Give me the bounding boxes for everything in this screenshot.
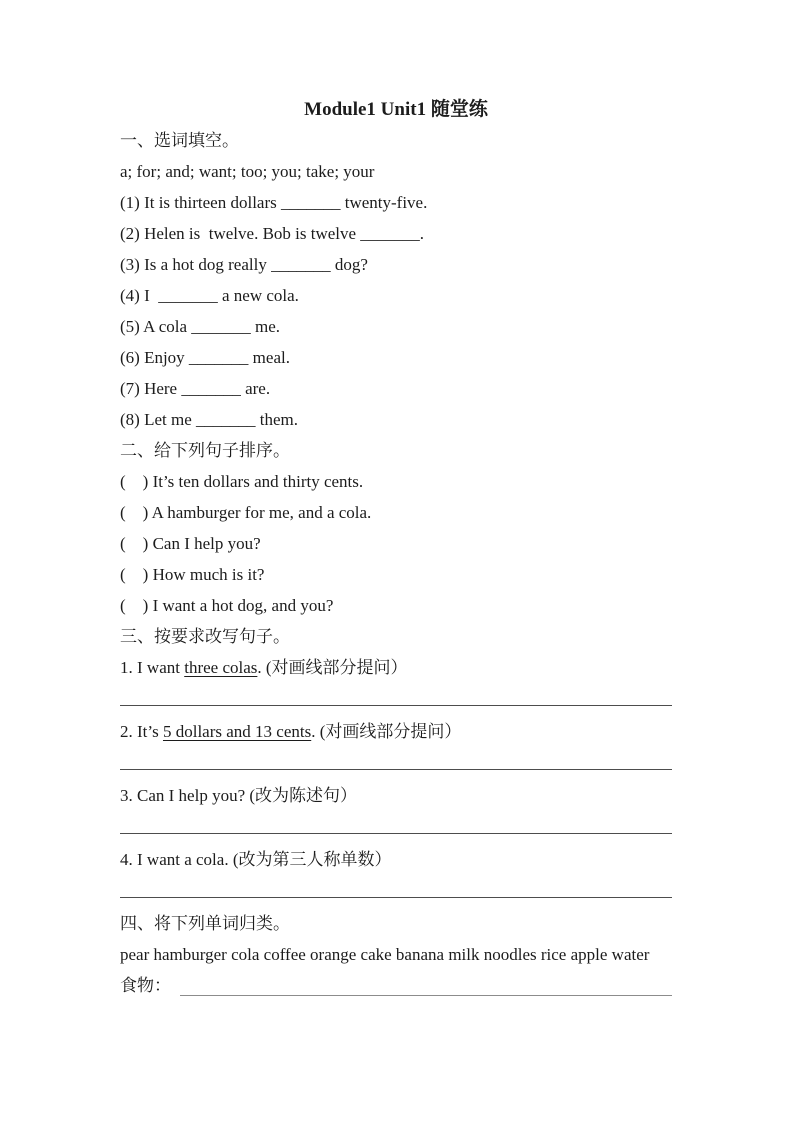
ordering-item-5: ( ) I want a hot dog, and you? bbox=[120, 596, 334, 615]
rewrite-item-1 bbox=[120, 652, 672, 683]
rewrite-item-2-underlined-part: 5 dollars and 13 cents bbox=[162, 722, 312, 741]
section-four-heading: 四、将下列单词归类。 bbox=[120, 914, 290, 933]
rewrite-item-1-suffix: . (对画线部分提问） bbox=[257, 658, 408, 677]
fill-blank-item-6: (6) Enjoy _______ meal. bbox=[120, 348, 290, 367]
worksheet-title: Module1 Unit1 随堂练 bbox=[304, 99, 488, 120]
answer-line-4 bbox=[120, 875, 672, 898]
fill-blank-item-3: (3) Is a hot dog really _______ dog? bbox=[120, 255, 368, 274]
section-three-heading: 三、按要求改写句子。 bbox=[120, 627, 290, 646]
rewrite-item-3-prefix: 3. Can I help you? (改为陈述句） bbox=[120, 786, 358, 805]
ordering-item-3: ( ) Can I help you? bbox=[120, 534, 261, 553]
section-one-heading: 一、选词填空。 bbox=[120, 131, 239, 150]
fill-blank-item-4: (4) I _______ a new cola. bbox=[120, 286, 299, 305]
answer-line-3 bbox=[120, 811, 672, 834]
rewrite-item-2-suffix: . (对画线部分提问） bbox=[311, 722, 462, 741]
category-answer-line-food bbox=[180, 970, 672, 996]
section-two-heading: 二、给下列句子排序。 bbox=[120, 441, 290, 460]
rewrite-item-1-underlined-part: three colas bbox=[184, 658, 258, 677]
rewrite-item-4-prefix: 4. I want a cola. (改为第三人称单数） bbox=[120, 850, 392, 869]
fill-blank-item-2: (2) Helen is twelve. Bob is twelve _______. bbox=[120, 224, 425, 243]
rewrite-item-1-prefix: 1. I want bbox=[120, 658, 185, 677]
rewrite-item-4 bbox=[120, 844, 672, 875]
word-list: pear hamburger cola coffee orange cake banana milk noodles rice apple water bbox=[120, 945, 650, 964]
answer-line-1 bbox=[120, 683, 672, 706]
fill-blank-item-1: (1) It is thirteen dollars _______ twenty-five. bbox=[120, 193, 428, 212]
word-bank: a; for; and; want; too; you; take; your bbox=[120, 162, 375, 181]
rewrite-item-3 bbox=[120, 780, 672, 811]
ordering-item-4: ( ) How much is it? bbox=[120, 565, 265, 584]
rewrite-item-2 bbox=[120, 716, 672, 747]
ordering-item-1: ( ) It’s ten dollars and thirty cents. bbox=[120, 472, 364, 491]
answer-line-2 bbox=[120, 747, 672, 770]
fill-blank-item-5: (5) A cola _______ me. bbox=[120, 317, 281, 336]
fill-blank-item-7: (7) Here _______ are. bbox=[120, 379, 271, 398]
fill-blank-item-8: (8) Let me _______ them. bbox=[120, 410, 298, 429]
rewrite-item-2-prefix: 2. It’s bbox=[120, 722, 163, 741]
category-row-food bbox=[120, 970, 672, 1001]
ordering-item-2: ( ) A hamburger for me, and a cola. bbox=[120, 503, 372, 522]
category-label-food: 食物： bbox=[120, 976, 171, 995]
